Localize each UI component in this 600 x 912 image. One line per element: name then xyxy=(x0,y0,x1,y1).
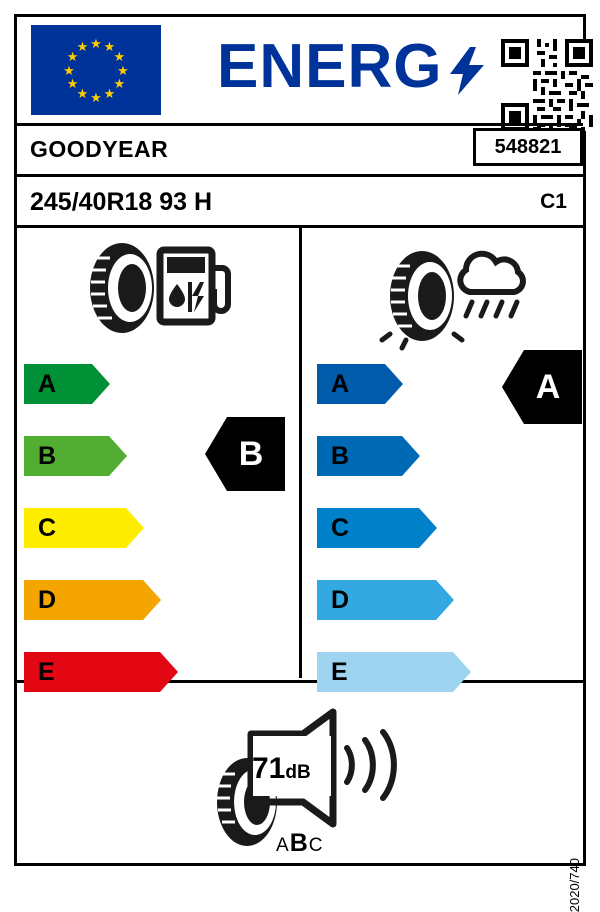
noise-value xyxy=(252,752,311,786)
fuel-grade-c xyxy=(22,506,146,550)
wet-grip-grade-letter: E xyxy=(331,657,348,686)
wet-grip-grade-b xyxy=(315,434,422,478)
fuel-grade-e xyxy=(22,650,180,694)
label-header xyxy=(17,17,583,123)
rain-cloud-tyre-icon xyxy=(370,236,530,346)
wet-grip-grade-letter: B xyxy=(331,441,350,470)
energ-wordmark: ENERG xyxy=(217,32,443,101)
wet-grip-grade-a xyxy=(315,362,405,406)
eu-star: ★ xyxy=(66,49,79,64)
eu-star: ★ xyxy=(76,39,89,55)
noise-unit: dB xyxy=(285,762,311,783)
brand-name: GOODYEAR xyxy=(30,136,169,162)
divider-vertical xyxy=(299,228,302,678)
tyre-class: C1 xyxy=(540,190,567,213)
eu-star: ★ xyxy=(103,85,116,101)
divider-header xyxy=(17,123,583,126)
wet-grip-grade-e xyxy=(315,650,473,694)
noise-class-scale xyxy=(276,829,323,858)
eu-star: ★ xyxy=(113,76,126,91)
wet-grip-selected-arrow xyxy=(502,348,582,426)
serial-number: 548821 xyxy=(473,128,583,166)
fuel-grade-d xyxy=(22,578,163,622)
eu-star: ★ xyxy=(66,76,79,91)
wet-grip-grade-letter: D xyxy=(331,585,350,614)
fuel-grade-letter: B xyxy=(38,441,57,470)
fuel-efficiency-selected-arrow xyxy=(205,415,285,493)
wet-grip-grade-letter: C xyxy=(331,513,350,542)
wet-grip-selected-arrow-letter: A xyxy=(535,367,561,406)
regulation-reference: 2020/740 xyxy=(567,858,582,912)
tyre-size: 245/40R18 93 H xyxy=(30,188,213,216)
fuel-grade-letter: A xyxy=(38,369,57,398)
fuel-grade-letter: E xyxy=(38,657,55,686)
fuel-grade-letter: C xyxy=(38,513,57,542)
eu-star: ★ xyxy=(113,49,126,64)
noise-class-c: C xyxy=(308,835,324,856)
noise-class-b: B xyxy=(289,829,309,857)
qr-code-icon xyxy=(501,39,593,131)
eu-star: ★ xyxy=(76,85,89,101)
fuel-grade-a xyxy=(22,362,112,406)
fuel-pump-tyre-icon xyxy=(80,236,240,336)
eu-star: ★ xyxy=(63,62,75,78)
wet-grip-grade-d xyxy=(315,578,456,622)
eu-star: ★ xyxy=(117,62,129,78)
divider-brand xyxy=(17,174,583,177)
noise-number: 71 xyxy=(252,752,286,785)
lightning-bolt-icon xyxy=(450,47,484,95)
wet-grip-grade-letter: A xyxy=(331,369,350,398)
noise-class-a: A xyxy=(276,835,290,856)
eu-star: ★ xyxy=(90,89,102,105)
fuel-grade-b xyxy=(22,434,129,478)
fuel-grade-letter: D xyxy=(38,585,57,614)
wet-grip-grade-c xyxy=(315,506,439,550)
fuel-efficiency-selected-arrow-letter: B xyxy=(238,434,264,473)
eu-flag-icon xyxy=(31,25,161,115)
eu-star: ★ xyxy=(103,39,116,55)
eu-star: ★ xyxy=(90,35,102,51)
